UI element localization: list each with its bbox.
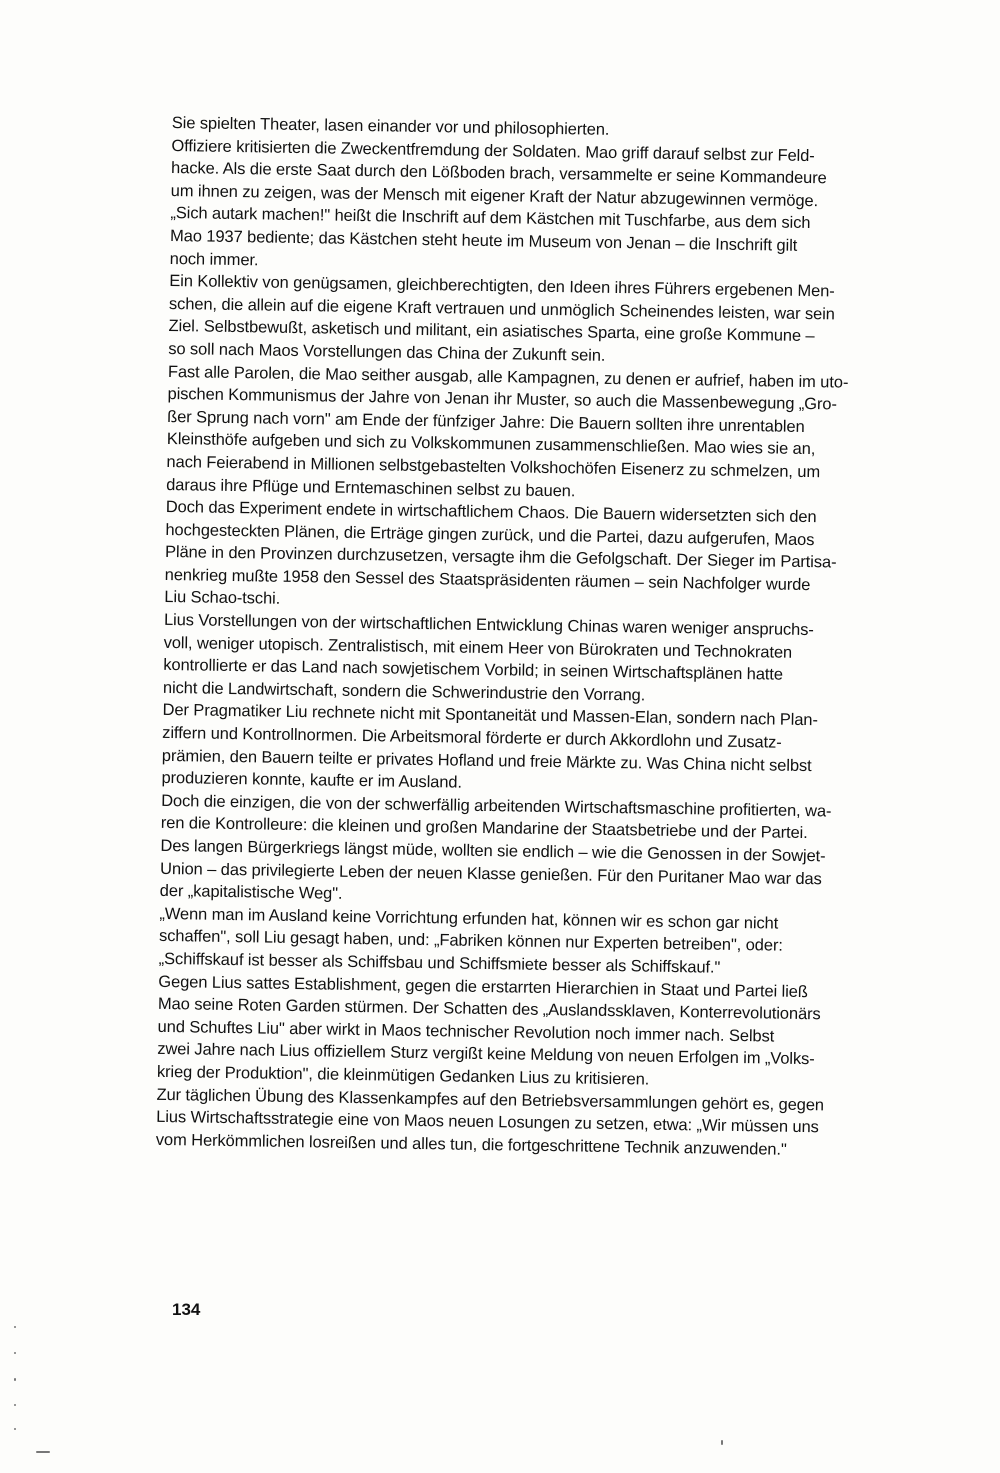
text-line: Des langen Bürgerkriegs längst müde, wollten sie endlich – wie die Genossen in der Sowjet- — [160, 836, 826, 866]
text-line: ßer Sprung nach vorn" am Ende der fünfziger Jahre: Die Bauern sollten ihre unrentablen — [167, 407, 805, 436]
text-line: Lius Wirtschaftsstrategie eine von Maos neuen Losungen zu setzen, etwa: „Wir müssen uns — [156, 1108, 819, 1137]
text-line: zwei Jahre nach Lius offiziellem Sturz vergißt keine Meldung von neuen Erfolgen im „Volks- — [157, 1040, 815, 1069]
text-line: Kleinsthöfe aufgeben und sich zu Volkskommunen zusammenschließen. Mao wies sie an, — [166, 430, 816, 459]
text-line: vom Herkömmlichen losreißen und alles tun, die fortgeschrittene Technik anzuwenden." — [155, 1130, 787, 1159]
text-line: nicht die Landwirtschaft, sondern die Schwerindustrie den Vorrang. — [162, 678, 646, 705]
scan-speck — [14, 1404, 16, 1406]
text-line: noch immer. — [169, 249, 259, 269]
text-line: nenkrieg mußte 1958 den Sessel des Staatspräsidenten räumen – sein Nachfolger wurde — [164, 565, 811, 594]
text-line: „Schiffskauf ist besser als Schiffsbau und Schiffsmiete besser als Schiffskauf." — [158, 949, 721, 977]
text-line: Lius Vorstellungen von der wirtschaftlichen Entwicklung Chinas waren weniger anspruchs- — [163, 611, 814, 640]
text-line: „Wenn man im Ausland keine Vorrichtung erfunden hat, können wir es schon gar nicht — [159, 904, 779, 933]
text-line: prämien, den Bauern teilte er privates Hofland und freie Märkte zu. Was China nicht selbst — [161, 746, 812, 775]
text-line: Union – das privilegierte Leben der neuen Klasse genießen. Für den Puritaner Mao war das — [159, 859, 822, 888]
text-line: hacke. Als die erste Saat durch den Lößboden brach, versammelte er seine Kommandeure — [170, 159, 827, 188]
text-line: nach Feierabend in Millionen selbstgebastelten Volkshochöfen Eisenerz zu schmelzen, um — [166, 452, 821, 482]
text-line: Mao 1937 bediente; das Kästchen steht heute im Museum von Jenan – die Inschrift gilt — [169, 226, 798, 255]
text-line: Liu Schao-tschi. — [164, 588, 281, 609]
text-line: um ihnen zu zeigen, was der Mensch mit eigener Kraft der Natur abzugewinnen vermöge. — [170, 181, 819, 210]
text-line: Mao seine Roten Garden stürmen. Der Schatten des „Auslandssklaven, Konterrevolutionärs — [157, 995, 821, 1024]
text-line: pischen Kommunismus der Jahre von Jenan ihr Muster, so auch die Massenbewegung „Gro- — [167, 385, 837, 414]
text-line: der „kapitalistische Weg". — [159, 882, 343, 903]
scan-speck — [14, 1428, 16, 1430]
text-line: Offiziere kritisierten die Zweckentfremdung der Soldaten. Mao griff darauf selbst zur Feld- — [171, 136, 815, 165]
scan-speck — [14, 1378, 16, 1381]
text-line: und Schuftes Liu" aber wirkt in Maos technischer Revolution noch immer nach. Selbst — [157, 1017, 775, 1046]
text-line: Gegen Lius sattes Establishment, gegen die erstarrten Hierarchien in Staat und Partei ließ — [158, 972, 808, 1001]
text-line: Fast alle Parolen, die Mao seither ausgab, alle Kampagnen, zu denen er aufrief, haben im uto- — [167, 362, 849, 392]
text-line: daraus ihre Pflüge und Erntemaschinen selbst zu bauen. — [166, 475, 576, 500]
text-line: voll, weniger utopisch. Zentralistisch, mit einem Heer von Bürokraten und Technokraten — [163, 633, 793, 662]
text-line: Der Pragmatiker Liu rechnete nicht mit Spontaneität und Massen-Elan, sondern nach Plan- — [162, 701, 819, 730]
text-line: Sie spielten Theater, lasen einander vor und philosophierten. — [171, 113, 610, 139]
page-number: 134 — [172, 1300, 201, 1319]
text-line: Doch die einzigen, die von der schwerfällig arbeitenden Wirtschaftsmaschine profitierten, wa- — [161, 791, 832, 821]
text-line: ren die Kontrolleure: die kleinen und großen Mandarine der Staatsbetriebe und der Partei. — [160, 814, 808, 843]
text-line: schaffen", soll Liu gesagt haben, und: „Fabriken können nur Experten betreiben", oder: — [158, 927, 783, 956]
text-line: ziffern und Kontrollnormen. Die Arbeitsmoral förderte er durch Akkordlohn und Zusatz- — [162, 723, 782, 752]
text-line: Zur täglichen Übung des Klassenkampfes auf den Betriebsversammlungen gehört es, gegen — [156, 1085, 825, 1114]
text-line: so soll nach Maos Vorstellungen das China der Zukunft sein. — [168, 339, 606, 365]
text-line: Ziel. Selbstbewußt, asketisch und militant, ein asiatisches Sparta, eine große Kommune – — [168, 317, 815, 346]
text-line: produzieren konnte, kaufte er im Ausland. — [161, 769, 463, 792]
body-text — [156, 112, 932, 1163]
text-line: Ein Kollektiv von genügsamen, gleichberechtigten, den Ideen ihres Führers ergebenen Men- — [169, 272, 835, 301]
text-line: Doch das Experiment endete in wirtschaftlichem Chaos. Die Bauern widersetzten sich den — [165, 498, 817, 527]
text-line: krieg der Produktion", die kleinmütigen Gedanken Lius zu kritisieren. — [156, 1062, 650, 1089]
text-line: hochgesteckten Plänen, die Erträge gingen zurück, und die Partei, dazu aufgerufen, Maos — [165, 520, 815, 549]
scan-speck — [36, 1451, 50, 1453]
text-line: Pläne in den Provinzen durchzusetzen, versagte ihm die Gefolgschaft. Der Sieger im Partisa- — [164, 543, 837, 572]
text-line: kontrollierte er das Land nach sowjetischem Vorbild; in seinen Wirtschaftsplänen hatte — [163, 656, 784, 684]
scan-speck — [14, 1326, 16, 1328]
scan-speck — [721, 1440, 723, 1445]
text-line: schen, die allein auf die eigene Kraft vertrauen und unmöglich Scheinendes leisten, war sein — [168, 294, 835, 324]
scan-speck — [14, 1352, 16, 1354]
text-line: „Sich autark machen!" heißt die Inschrift auf dem Kästchen mit Tuschfarbe, aus dem sich — [170, 204, 811, 233]
